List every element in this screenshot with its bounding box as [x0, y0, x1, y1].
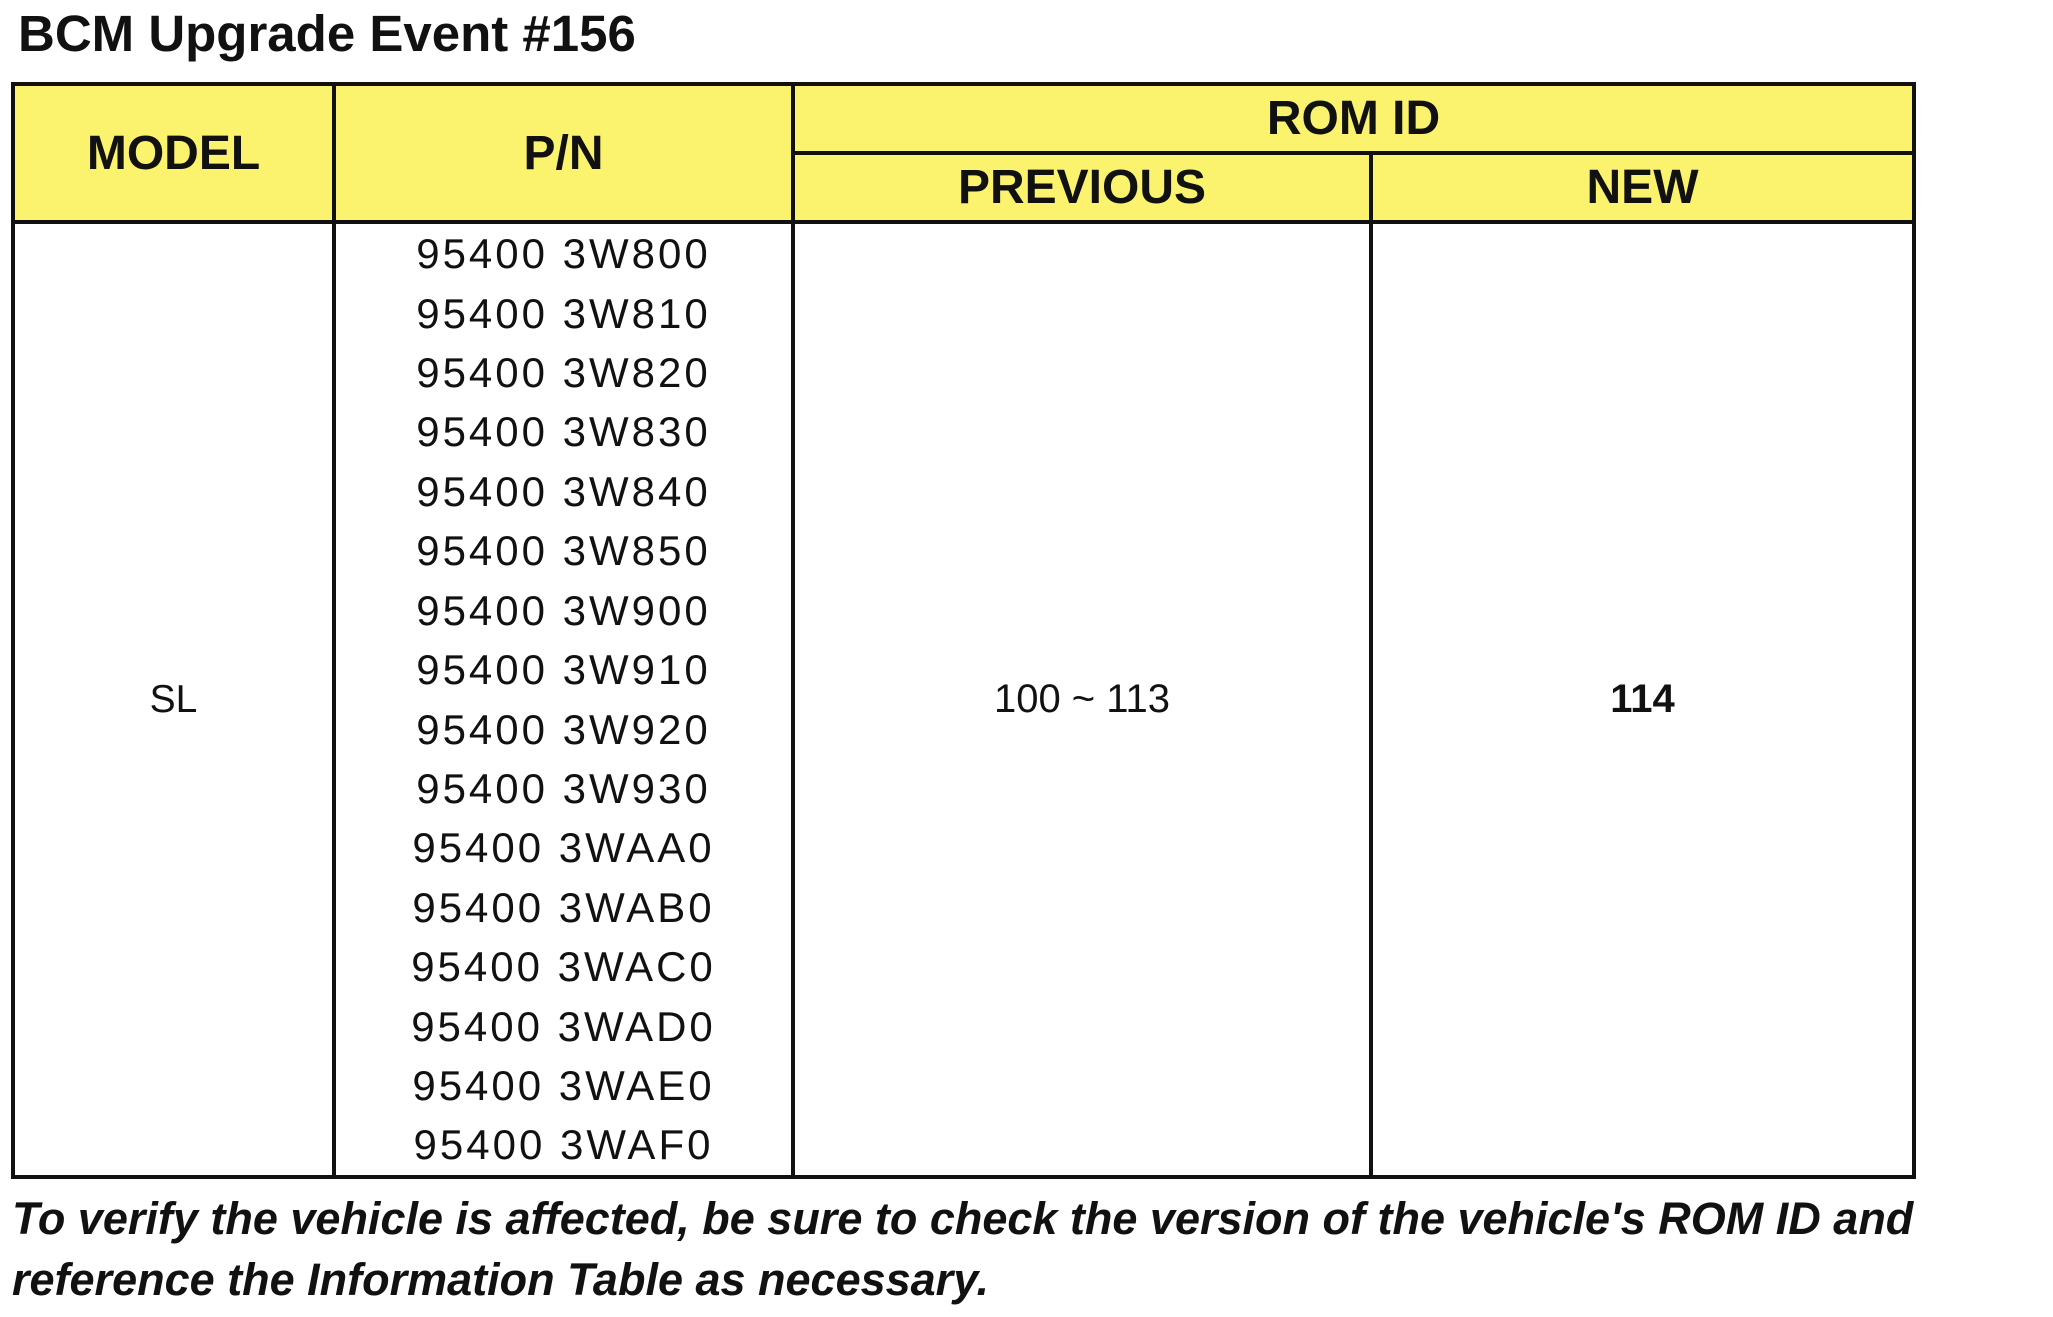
part-number-item: 95400 3W820: [416, 349, 711, 397]
part-number-item: 95400 3W810: [416, 289, 711, 337]
previous-rom-id-value: 100 ~ 113: [993, 677, 1171, 721]
pn-column-header: P/N: [334, 84, 793, 222]
part-number-item: 95400 3W840: [416, 467, 711, 515]
table-row: [13, 222, 1914, 1177]
page-title: BCM Upgrade Event #156: [18, 5, 636, 62]
model-cell: SL: [13, 222, 334, 1177]
part-number-item: 95400 3W800: [416, 230, 711, 278]
part-number-item: 95400 3WAA0: [412, 824, 715, 872]
rom-id-group-header: ROM ID: [793, 84, 1914, 153]
previous-rom-id-cell: [793, 222, 1371, 1177]
part-number-item: 95400 3W900: [416, 586, 711, 634]
new-column-header: NEW: [1371, 153, 1914, 222]
footer-note: To verify the vehicle is affected, be sure to check the version of the vehicle's ROM ID and reference the Information Table as necessary.: [12, 1193, 1914, 1305]
part-number-item: 95400 3W920: [416, 705, 711, 753]
information-table: [11, 82, 1916, 1179]
new-rom-id-cell: 114: [1371, 222, 1914, 1177]
header-row-top: [13, 84, 1914, 153]
part-number-item: 95400 3WAF0: [413, 1121, 714, 1169]
part-number-item: 95400 3WAC0: [411, 943, 716, 991]
part-number-item: 95400 3W850: [416, 527, 711, 575]
part-number-item: 95400 3W910: [416, 646, 711, 694]
part-number-cell: [334, 222, 793, 1177]
part-number-item: 95400 3WAB0: [412, 883, 715, 931]
part-number-item: 95400 3WAE0: [412, 1061, 715, 1109]
part-number-list: [336, 224, 791, 1175]
model-column-header: MODEL: [13, 84, 334, 222]
part-number-item: 95400 3WAD0: [411, 1002, 716, 1050]
part-number-item: 95400 3W930: [416, 764, 711, 812]
previous-column-header: PREVIOUS: [793, 153, 1371, 222]
part-number-item: 95400 3W830: [416, 408, 711, 456]
